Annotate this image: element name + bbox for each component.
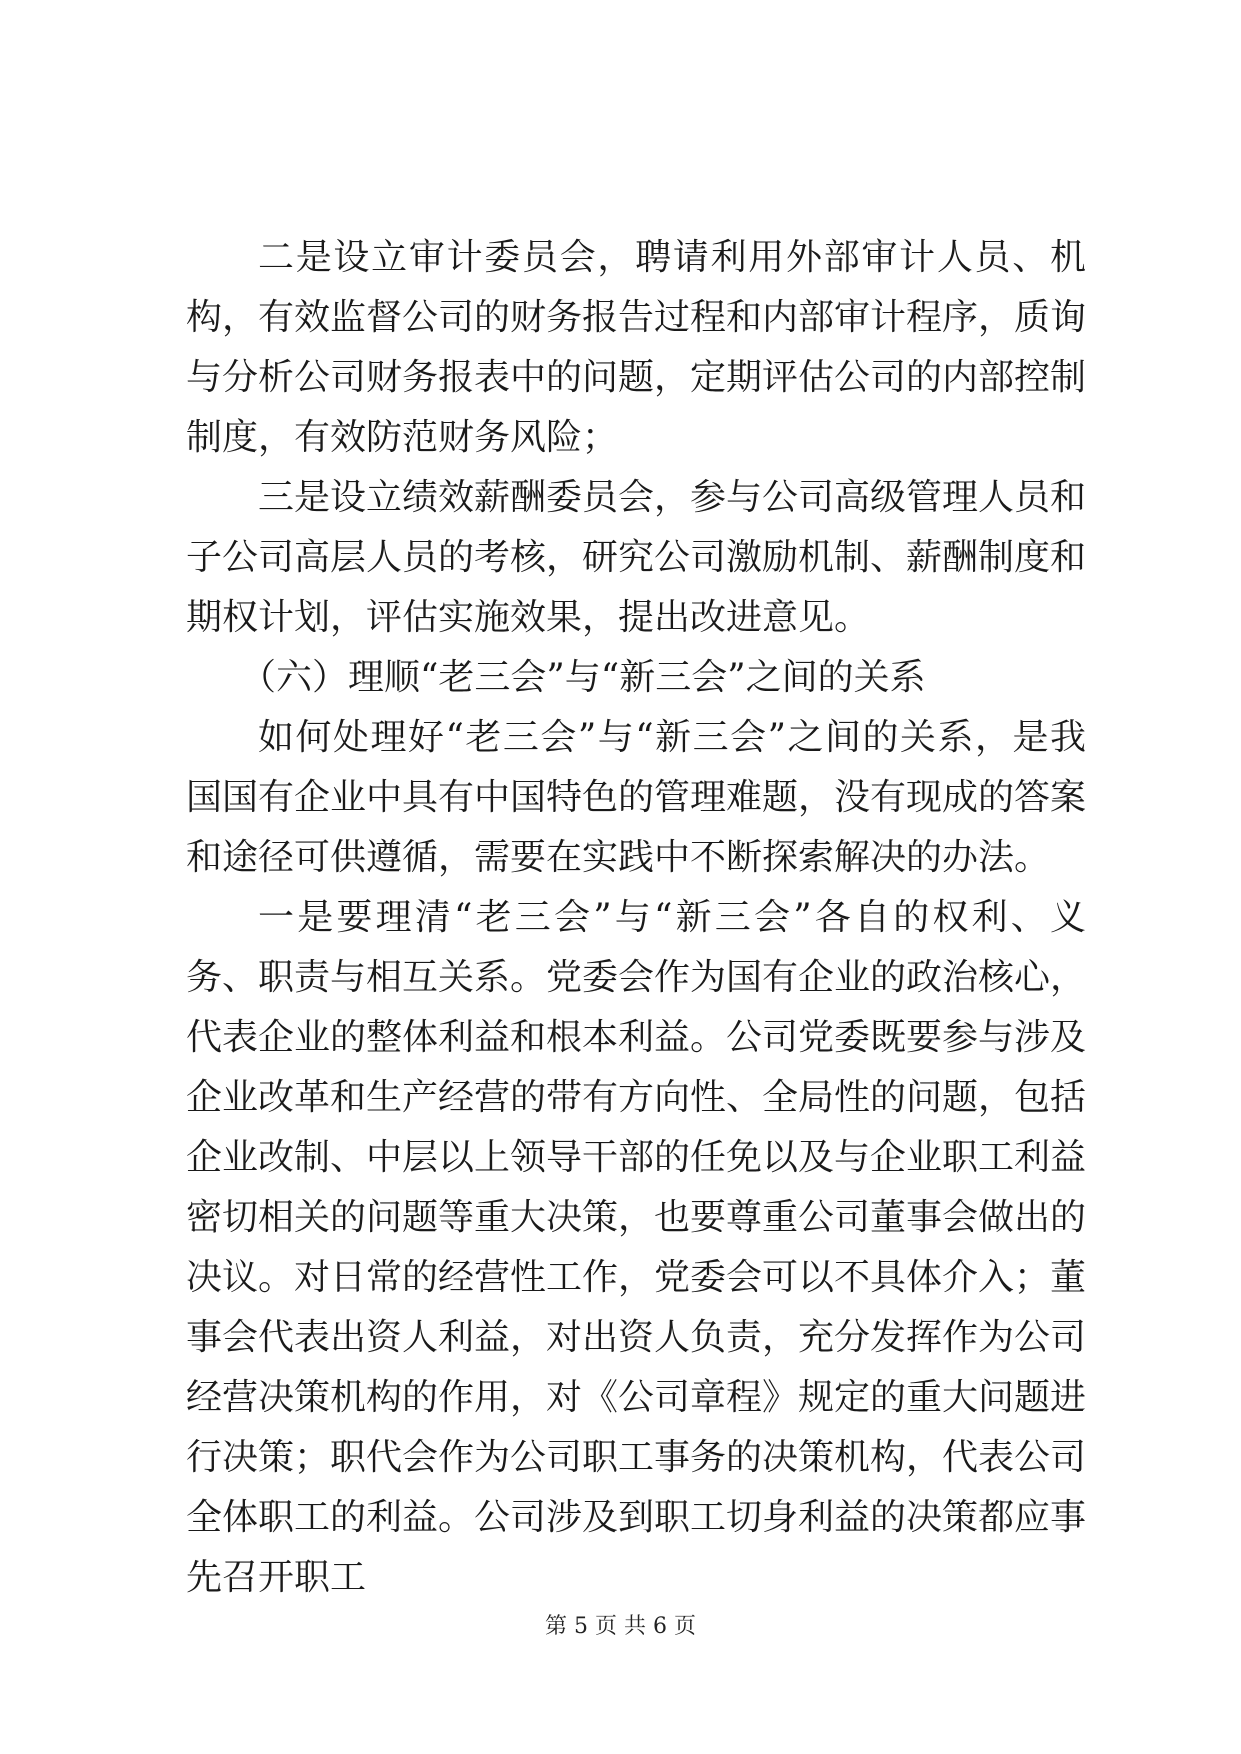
body-text: [186, 228, 1086, 1608]
paragraph-relationship-intro: 如何处理好“老三会”与“新三会”之间的关系，是我国国有企业中具有中国特色的管理难题，没有现成的答案和途径可供遵循，需要在实践中不断探索解决的办法。: [186, 717, 1087, 878]
paragraph-audit-committee: 二是设立审计委员会，聘请利用外部审计人员、机构，有效监督公司的财务报告过程和内部审计程序，质询与分析公司财务报表中的问题，定期评估公司的内部控制制度，有效防范财务风险；: [186, 237, 1087, 458]
section-heading: （六）理顺“老三会”与“新三会”之间的关系: [240, 657, 926, 698]
page-number-footer: 第 5 页 共 6 页: [545, 1614, 696, 1639]
paragraph-responsibilities: 一是要理清“老三会”与“新三会”各自的权利、义务、职责与相互关系。党委会作为国有企业的政治核心，代表企业的整体利益和根本利益。公司党委既要参与涉及企业改革和生产经营的带有方向性、全局性的问题，包括企业改制、中层以上领导干部的任免以及与企业职工利益密切相关的问题等重大决策，也要尊重公司董事会做出的决议。对日常的经营性工作，党委会可以不具体介入；董事会代表出资人利益，对出资人负责，充分发挥作为公司经营决策机构的作用，对《公司章程》规定的重大问题进行决策；职代会作为公司职工事务的决策机构，代表公司全体职工的利益。公司涉及到职工切身利益的决策都应事先召开职工: [186, 897, 1087, 1598]
paragraph-compensation-committee: 三是设立绩效薪酬委员会，参与公司高级管理人员和子公司高层人员的考核，研究公司激励机制、薪酬制度和期权计划，评估实施效果，提出改进意见。: [186, 477, 1087, 638]
